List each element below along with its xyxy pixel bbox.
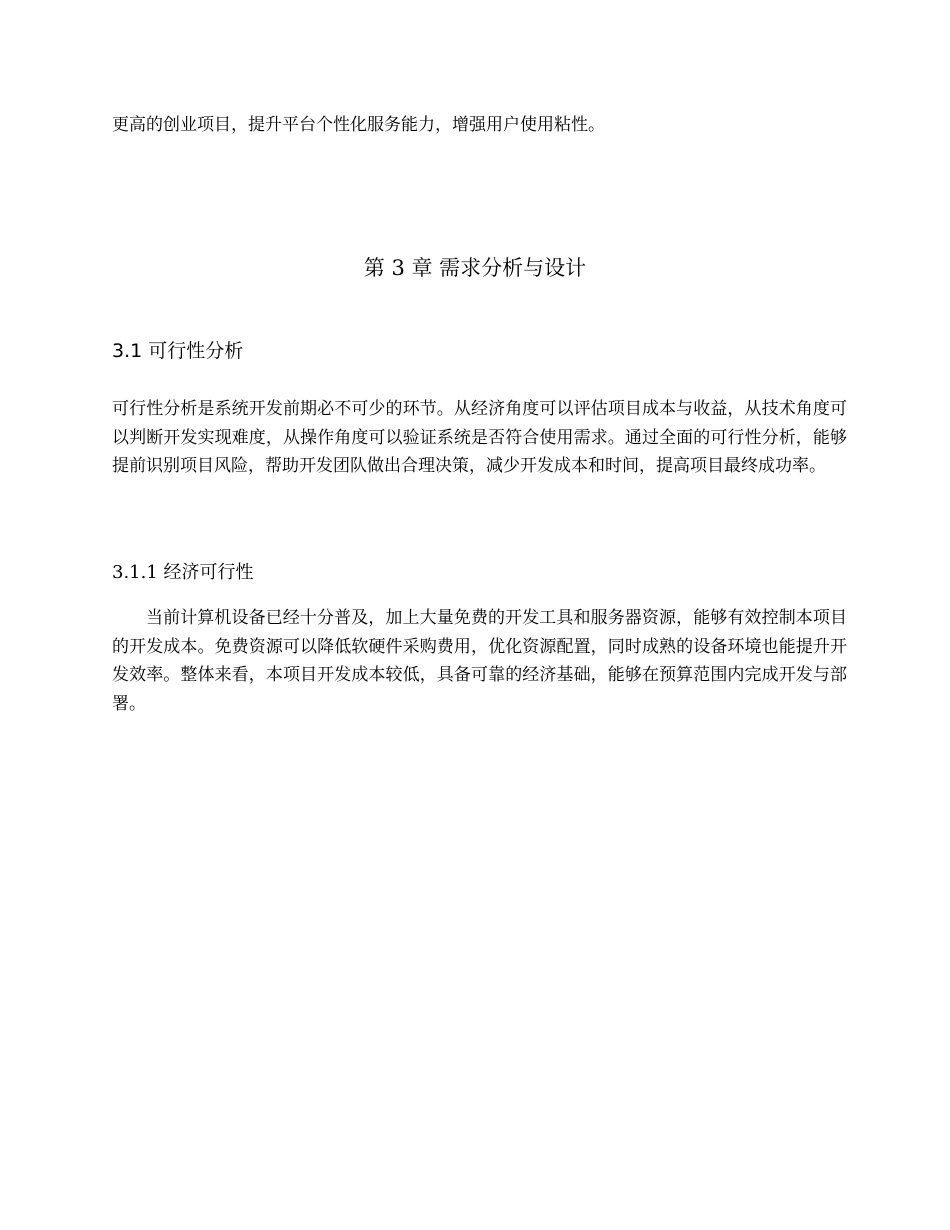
section-title: 3.1 可行性分析	[112, 340, 244, 362]
chapter-title: 第 3 章 需求分析与设计	[363, 256, 587, 280]
subsection-paragraph: 当前计算机设备已经十分普及，加上大量免费的开发工具和服务器资源，能够有效控制本项目的开发成本。免费资源可以降低软硬件采购费用，优化资源配置，同时成熟的设备环境也能提升开发效率。整体来看，本项目开发成本较低，具备可靠的经济基础，能够在预算范围内完成开发与部署。	[112, 608, 847, 714]
continued-paragraph: 更高的创业项目，提升平台个性化服务能力，增强用户使用粘性。	[112, 115, 605, 135]
subsection-title: 3.1.1 经济可行性	[112, 562, 254, 583]
section-paragraph: 可行性分析是系统开发前期必不可少的环节。从经济角度可以评估项目成本与收益，从技术角度可以判断开发实现难度，从操作角度可以验证系统是否符合使用需求。通过全面的可行性分析，能够提前识别项目风险，帮助开发团队做出合理决策，减少开发成本和时间，提高项目最终成功率。	[112, 399, 847, 476]
